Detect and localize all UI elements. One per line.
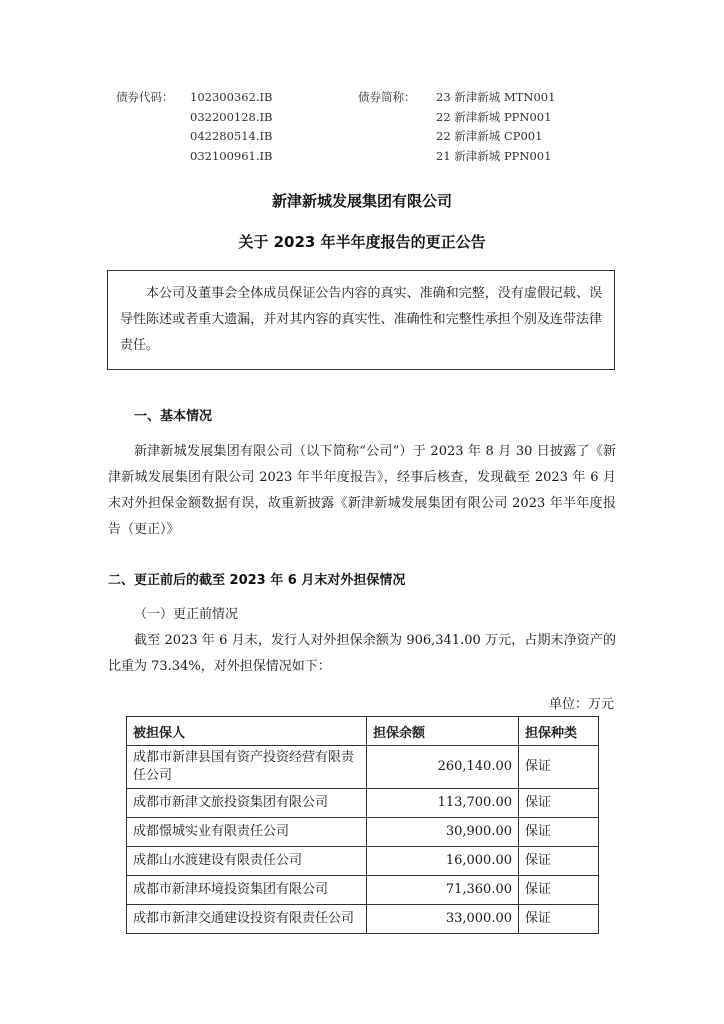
bond-abbr-label: 债券简称：: [358, 90, 416, 104]
table-row: [127, 789, 599, 818]
section-1-paragraph: 新津新城发展集团有限公司（以下简称“公司”）于 2023 年 8 月 30 日披露了《新津新城发展集团有限公司 2023 年半年度报告》，经事后核查，发现截至 2023 年 6 月末对外担保金额数据有误，故重新披露《新津新城发展集团有限公司 2023 年半年度报告（更正）》: [108, 444, 616, 537]
bond-code-label: 债券代码：: [116, 90, 174, 104]
announcement-title: 关于 2023 年半年度报告的更正公告: [238, 233, 486, 251]
bond-code: 032100961.IB: [190, 148, 273, 163]
table-row: [127, 818, 599, 847]
table-row: [127, 746, 599, 789]
guarantee-type: 保证: [519, 746, 599, 789]
guaranteed-party: 成都山水渡建设有限责任公司: [127, 847, 367, 876]
guarantee-type: 保证: [519, 818, 599, 847]
bond-code-block: [116, 88, 576, 166]
header-guarantee-type: 担保种类: [519, 717, 599, 746]
guarantee-balance: 16,000.00: [367, 847, 519, 876]
company-title: 新津新城发展集团有限公司: [271, 192, 452, 210]
guarantee-type: 保证: [519, 876, 599, 905]
guarantee-balance: 30,900.00: [367, 818, 519, 847]
table-row: [127, 876, 599, 905]
bond-code: 042280514.IB: [190, 129, 273, 143]
section-2-paragraph: 截至 2023 年 6 月末，发行人对外担保余额为 906,341.00 万元，占期末净资产的比重为 73.34%，对外担保情况如下：: [108, 633, 616, 674]
bond-abbr: 22 新津新城 PPN001: [436, 109, 552, 124]
guarantee-type: 保证: [519, 789, 599, 818]
bond-code-row: [116, 147, 576, 167]
guarantee-table: [126, 716, 599, 934]
bond-abbr: 21 新津新城 PPN001: [436, 148, 552, 163]
guaranteed-party: 成都市新津环境投资集团有限公司: [127, 876, 367, 905]
guaranteed-party: 成都憬城实业有限责任公司: [127, 818, 367, 847]
header-guarantee-balance: 担保余额: [367, 717, 519, 746]
guarantee-balance: 71,360.00: [367, 876, 519, 905]
bond-code: 032200128.IB: [190, 109, 273, 124]
guaranteed-party: 成都市新津交通建设投资有限责任公司: [127, 905, 367, 934]
statement-box: 本公司及董事会全体成员保证公告内容的真实、准确和完整，没有虚假记载、误导性陈述或者重大遗漏，并对其内容的真实性、准确性和完整性承担个别及连带法律责任。: [107, 270, 615, 370]
bond-code: 102300362.IB: [190, 90, 273, 104]
guarantee-balance: 260,140.00: [367, 746, 519, 789]
bond-code-row: [116, 88, 576, 108]
guaranteed-party: 成都市新津县国有资产投资经营有限责任公司: [127, 746, 367, 789]
bond-code-row: [116, 108, 576, 128]
bond-code-row: [116, 127, 576, 147]
guarantee-balance: 33,000.00: [367, 905, 519, 934]
guarantee-balance: 113,700.00: [367, 789, 519, 818]
guarantee-type: 保证: [519, 905, 599, 934]
table-row: [127, 905, 599, 934]
section-2-heading: 二、更正前后的截至 2023 年 6 月末对外担保情况: [108, 573, 406, 588]
unit-label: 单位：万元: [548, 697, 614, 712]
bond-abbr: 22 新津新城 CP001: [436, 129, 543, 143]
table-row: [127, 847, 599, 876]
section-1-heading: 一、基本情况: [134, 409, 213, 424]
subsection-before-correction: （一）更正前情况: [134, 607, 239, 622]
table-header-row: [127, 717, 599, 746]
header-guaranteed-party: 被担保人: [127, 717, 367, 746]
bond-abbr: 23 新津新城 MTN001: [436, 90, 556, 104]
guaranteed-party: 成都市新津文旅投资集团有限公司: [127, 789, 367, 818]
guarantee-type: 保证: [519, 847, 599, 876]
